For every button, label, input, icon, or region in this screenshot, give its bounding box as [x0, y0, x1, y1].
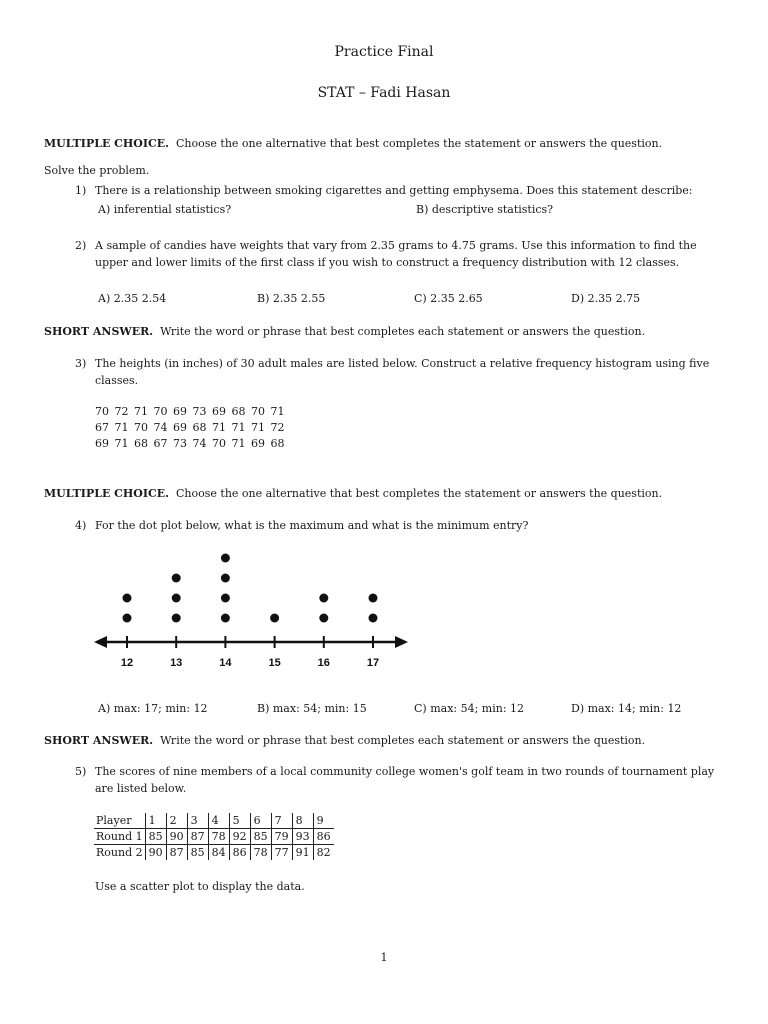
page-title: Practice Final: [334, 44, 434, 60]
heights-row-2: [95, 421, 290, 434]
height-value: 69: [251, 437, 265, 450]
tick-label: 14: [219, 657, 232, 669]
height-value: 71: [114, 421, 129, 434]
table-cell: Player: [96, 814, 132, 827]
height-value: 70: [95, 405, 109, 418]
table-cell: 85: [187, 845, 208, 861]
table-cell: 1: [145, 813, 166, 829]
height-value: 71: [114, 437, 129, 450]
table-cell: 4: [208, 813, 229, 829]
height-value: 71: [231, 437, 246, 450]
question-number: 3): [75, 357, 87, 370]
question-text-line1: The heights (in inches) of 30 adult males are listed below. Construct a relative frequency histogram using five: [95, 357, 710, 370]
question-text-line1: A sample of candies have weights that vary from 2.35 grams to 4.75 grams. Use this information to find the: [95, 239, 697, 252]
table-header-row: [94, 813, 334, 829]
height-value: 70: [212, 437, 226, 450]
data-dot: [123, 594, 132, 603]
table-cell: 5: [229, 813, 250, 829]
question-text-line2: are listed below.: [95, 782, 187, 795]
table-cell: Round 2: [94, 845, 145, 861]
height-value: 72: [270, 421, 285, 434]
table-cell: 82: [313, 845, 334, 861]
table-cell: 91: [292, 845, 313, 861]
heights-row-1: [95, 405, 290, 418]
solve-heading: Solve the problem.: [44, 164, 150, 177]
section-label: MULTIPLE CHOICE.: [44, 487, 170, 500]
table-cell: 87: [187, 829, 208, 845]
height-value: 69: [173, 405, 187, 418]
heights-row-3: [95, 437, 290, 450]
table-cell: 77: [271, 845, 292, 861]
question-text: For the dot plot below, what is the maximum and what is the minimum entry?: [95, 519, 529, 532]
height-value: 74: [192, 437, 207, 450]
axis-arrow-right: [395, 636, 408, 648]
data-dot: [221, 594, 230, 603]
table-row: [94, 829, 334, 845]
tick-label: 13: [170, 657, 183, 669]
dot-plot: [90, 548, 420, 673]
height-value: 69: [212, 405, 226, 418]
table-cell: 3: [187, 813, 208, 829]
height-value: 69: [173, 421, 187, 434]
section-header-sa1: [44, 325, 645, 338]
table-cell: 86: [313, 829, 334, 845]
table-cell: 87: [166, 845, 187, 861]
table-cell: 92: [229, 829, 250, 845]
dot-plot-dots: [123, 554, 378, 623]
height-value: 70: [153, 405, 168, 418]
section-header-mc1: [44, 137, 662, 150]
data-dot: [369, 614, 378, 623]
table-cell: 79: [271, 829, 292, 845]
table-cell: 90: [166, 829, 187, 845]
question-instruction: Use a scatter plot to display the data.: [95, 880, 305, 893]
tick-label: 12: [120, 657, 134, 669]
data-dot: [221, 574, 230, 583]
question-text-line2: upper and lower limits of the first class if you wish to construct a frequency distribution with 12 classes.: [95, 256, 680, 269]
data-dot: [172, 574, 181, 583]
height-value: 72: [114, 405, 129, 418]
option-d: D) max: 14; min: 12: [571, 702, 682, 715]
section-text: Write the word or phrase that best completes each statement or answers the question.: [160, 734, 646, 747]
question-number: 2): [75, 239, 87, 252]
section-label: MULTIPLE CHOICE.: [44, 137, 170, 150]
option-c: C) 2.35 2.65: [414, 292, 483, 305]
option-b: B) descriptive statistics?: [416, 203, 554, 216]
table-cell: 8: [292, 813, 313, 829]
section-label: SHORT ANSWER.: [44, 325, 154, 338]
data-dot: [172, 614, 181, 623]
data-dot: [221, 614, 230, 623]
height-value: 67: [153, 437, 168, 450]
data-dot: [319, 594, 328, 603]
table-cell: 9: [313, 813, 334, 829]
axis-arrow-left: [94, 636, 107, 648]
tick-label: 17: [366, 657, 380, 669]
dot-plot-tick-labels: [121, 657, 379, 669]
table-cell: 6: [250, 813, 271, 829]
height-value: 67: [95, 421, 109, 434]
height-value: 68: [231, 405, 246, 418]
height-value: 68: [134, 437, 148, 450]
option-a: A) inferential statistics?: [98, 203, 232, 216]
page-number: 1: [380, 951, 388, 964]
section-label: SHORT ANSWER.: [44, 734, 154, 747]
height-value: 73: [173, 437, 187, 450]
data-dot: [270, 614, 279, 623]
height-value: 73: [192, 405, 207, 418]
table-cell: 78: [208, 829, 229, 845]
golf-scores-table: [94, 813, 334, 860]
table-cell: 90: [145, 845, 166, 861]
page-subtitle: STAT – Fadi Hasan: [317, 85, 451, 101]
height-value: 71: [251, 421, 265, 434]
data-dot: [221, 554, 230, 563]
height-value: 74: [153, 421, 168, 434]
height-value: 71: [231, 421, 246, 434]
height-value: 71: [212, 421, 226, 434]
tick-label: 16: [317, 657, 330, 669]
option-c: C) max: 54; min: 12: [414, 702, 525, 715]
question-number: 4): [75, 519, 87, 532]
height-value: 68: [192, 421, 207, 434]
dot-plot-axis: [94, 636, 408, 648]
table-cell: 2: [166, 813, 187, 829]
data-dot: [172, 594, 181, 603]
option-a: A) max: 17; min: 12: [98, 702, 208, 715]
table-cell: 84: [208, 845, 229, 861]
table-cell: 93: [292, 829, 313, 845]
option-b: B) max: 54; min: 15: [257, 702, 367, 715]
option-d: D) 2.35 2.75: [571, 292, 641, 305]
section-text: Write the word or phrase that best completes each statement or answers the question.: [160, 325, 646, 338]
question-number: 5): [75, 765, 87, 778]
height-value: 68: [270, 437, 285, 450]
height-value: 70: [134, 421, 148, 434]
table-cell: Round 1: [94, 829, 145, 845]
table-cell: 7: [271, 813, 292, 829]
data-dot: [369, 594, 378, 603]
section-text: Choose the one alternative that best completes the statement or answers the question.: [176, 137, 663, 150]
table-cell: 86: [229, 845, 250, 861]
table-row: [94, 845, 334, 861]
tick-label: 15: [268, 657, 281, 669]
section-text: Choose the one alternative that best completes the statement or answers the question.: [176, 487, 663, 500]
table-cell: 78: [250, 845, 271, 861]
height-value: 69: [95, 437, 109, 450]
section-header-sa2: [44, 734, 645, 747]
table-cell: 85: [250, 829, 271, 845]
question-text-line2: classes.: [95, 374, 139, 387]
option-b: B) 2.35 2.55: [257, 292, 326, 305]
height-value: 71: [134, 405, 148, 418]
question-text-line1: The scores of nine members of a local community college women's golf team in two rounds of tournament play: [95, 765, 715, 778]
option-a: A) 2.35 2.54: [98, 292, 167, 305]
question-number: 1): [75, 184, 87, 197]
table-cell: 85: [145, 829, 166, 845]
height-value: 71: [270, 405, 285, 418]
section-header-mc2: [44, 487, 662, 500]
question-text: There is a relationship between smoking cigarettes and getting emphysema. Does this statement describe:: [95, 184, 693, 197]
height-value: 70: [251, 405, 265, 418]
data-dot: [319, 614, 328, 623]
data-dot: [123, 614, 132, 623]
